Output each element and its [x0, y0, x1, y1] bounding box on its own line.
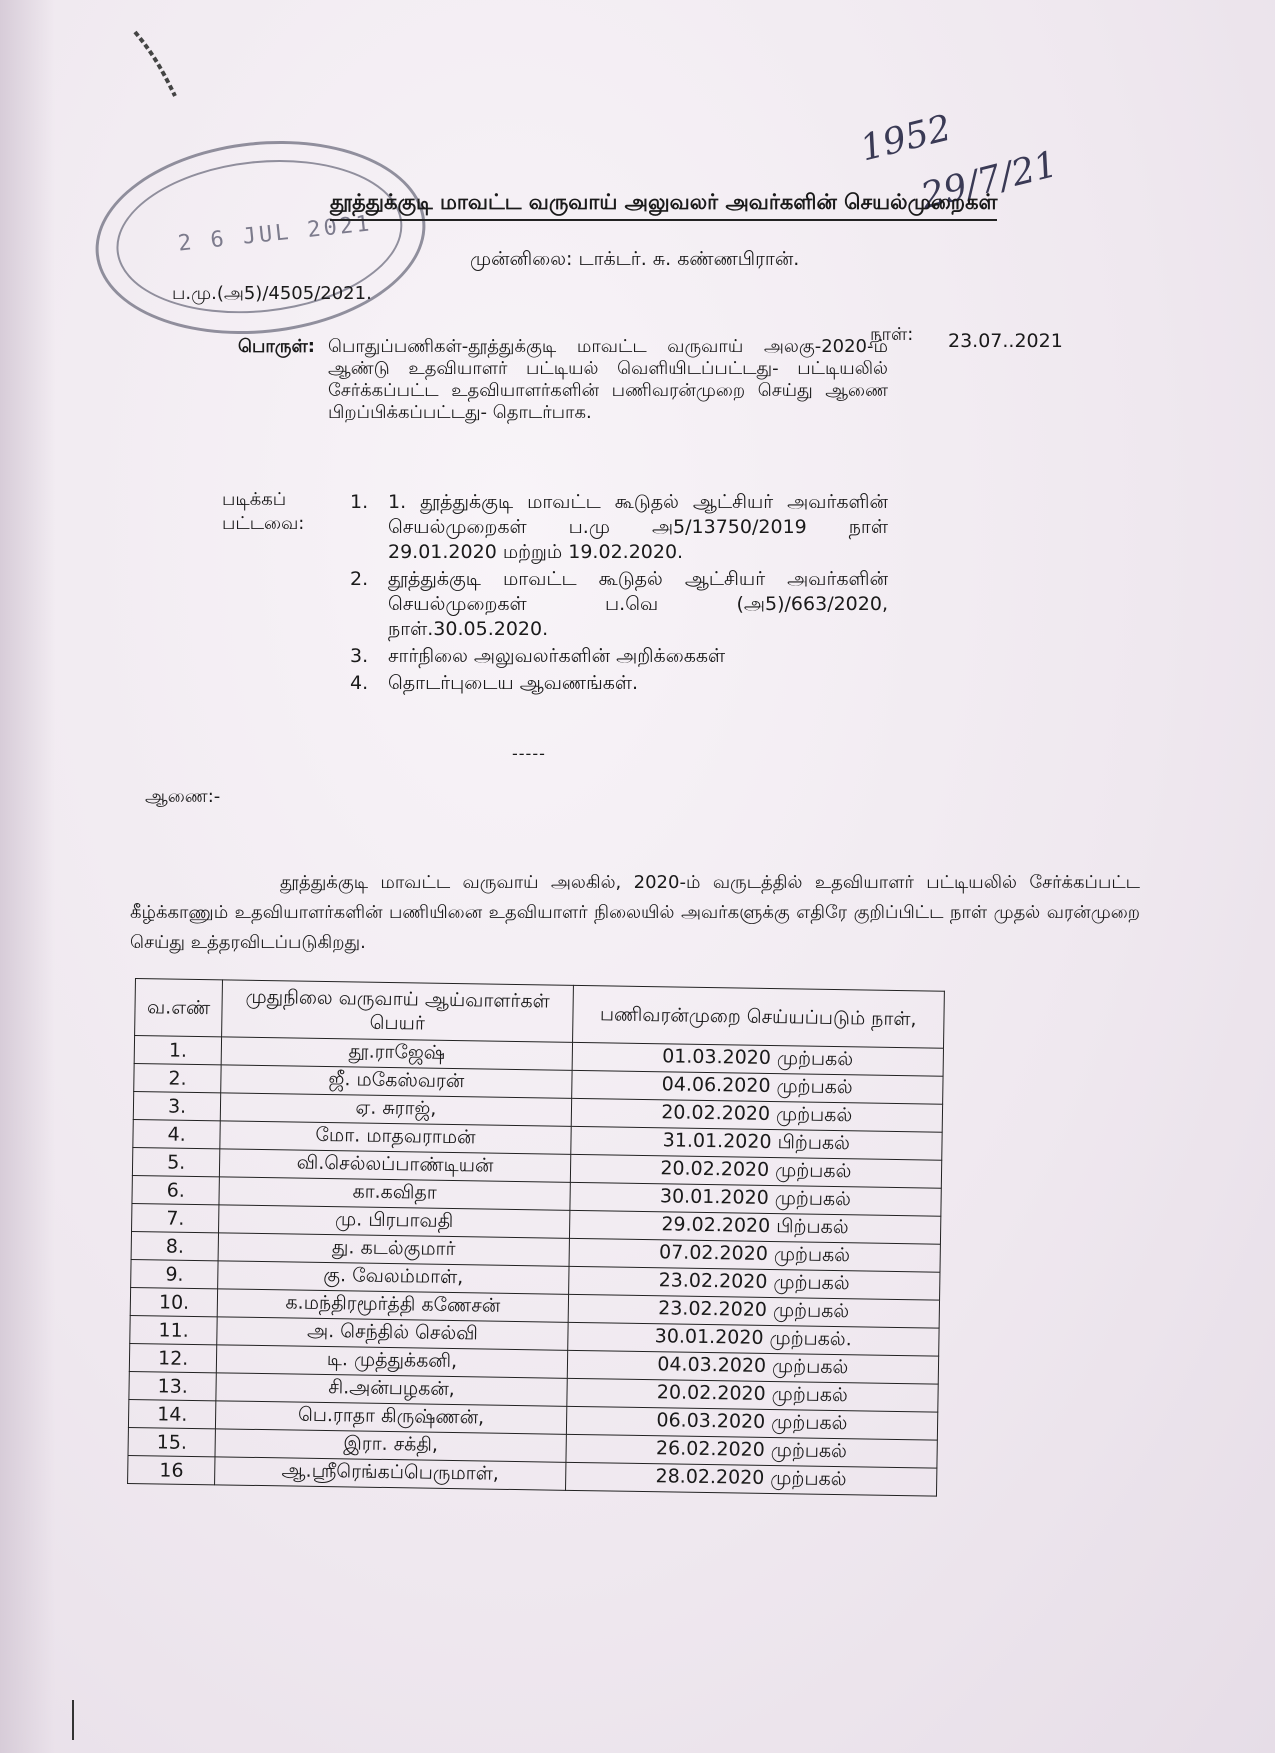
- document-title: தூத்துக்குடி மாவட்ட வருவாய் அலுவலர் அவர்களின் செயல்முறைகள்: [330, 190, 997, 221]
- cell-name: மோ. மாதவராமன்: [220, 1121, 571, 1154]
- cell-serial: 13.: [129, 1371, 217, 1400]
- list-item-text: 1. தூத்துக்குடி மாவட்ட கூடுதல் ஆட்சியர் அவர்களின் செயல்முறைகள் ப.மு அ5/13750/2019 நாள் 29.01.2020 மற்றும் 19.02.2020.: [388, 491, 888, 563]
- cell-date: 31.01.2020 பிற்பகல்: [570, 1126, 942, 1160]
- cell-date: 20.02.2020 முற்பகல்: [570, 1154, 942, 1188]
- assistants-table: [127, 978, 945, 1497]
- header-name: முதுநிலை வருவாய் ஆய்வாளர்கள் பெயர்: [222, 980, 573, 1042]
- list-item-text: தொடர்புடைய ஆவணங்கள்.: [388, 672, 639, 694]
- cell-name: இரா. சக்தி,: [215, 1429, 566, 1462]
- cell-date: 29.02.2020 பிற்பகல்: [569, 1210, 941, 1244]
- separator-dashes: -----: [512, 744, 546, 763]
- subject-label: பொருள்:: [238, 336, 315, 357]
- cell-name: டி. முத்துக்கனி,: [217, 1345, 568, 1378]
- list-item: [350, 644, 888, 669]
- cell-serial: 6.: [132, 1175, 220, 1204]
- cell-date: 06.03.2020 முற்பகல்: [566, 1406, 938, 1440]
- cell-date: 30.01.2020 முற்பகல்: [570, 1182, 942, 1216]
- presence-line: முன்னிலை: டாக்டர். சு. கண்ணபிரான்.: [470, 248, 800, 270]
- list-item-number: 2.: [350, 568, 369, 590]
- cell-serial: 3.: [133, 1091, 221, 1120]
- cell-name: ஆ.ஸ்ரீரெங்கப்பெருமாள்,: [215, 1457, 566, 1490]
- handwritten-number: 1952: [856, 107, 956, 170]
- cell-serial: 12.: [129, 1343, 217, 1372]
- stamp-date: 2 6 JUL 2021: [176, 211, 374, 257]
- order-paragraph: தூத்துக்குடி மாவட்ட வருவாய் அலகில், 2020-ம் வருடத்தில் உதவியாளர் பட்டியலில் சேர்க்கப்பட்ட கீழ்க்காணும் உதவியாளர்களின் பணியினை உதவியாளர் நிலையில் அவர்களுக்கு எதிரே குறிப்பிட்ட நாள் முதல் வரன்முறை செய்து உத்தரவிடப்படுகிறது.: [130, 872, 1140, 953]
- handwritten-date: 29/7/21: [917, 143, 1062, 218]
- header-date: பணிவரன்முறை செய்யப்படும் நாள்,: [572, 985, 944, 1048]
- references-label: படிக்கப் பட்டவை:: [222, 489, 305, 534]
- list-item: [350, 567, 888, 642]
- list-item-number: 3.: [350, 645, 369, 667]
- staple-thread-icon: [130, 30, 185, 100]
- header-serial: வ.எண்: [135, 979, 223, 1037]
- cell-serial: 8.: [131, 1231, 219, 1260]
- cell-name: சி.அன்பழகன்,: [216, 1373, 567, 1406]
- cell-name: ஏ. சுராஜ்,: [221, 1093, 572, 1126]
- cell-serial: 4.: [133, 1119, 221, 1148]
- cell-name: வி.செல்லப்பாண்டியன்: [220, 1149, 571, 1182]
- cell-name: க.மந்திரமூர்த்தி கணேசன்: [218, 1289, 569, 1322]
- margin-mark: [72, 1700, 74, 1740]
- cell-name: ஜீ. மகேஸ்வரன்: [221, 1065, 572, 1098]
- list-item-text: தூத்துக்குடி மாவட்ட கூடுதல் ஆட்சியர் அவர்களின் செயல்முறைகள் ப.வெ (அ5)/663/2020, நாள்.30.05.2020.: [388, 568, 888, 640]
- cell-serial: 11.: [130, 1315, 218, 1344]
- cell-date: 04.06.2020 முற்பகல்: [571, 1070, 943, 1104]
- list-item: [350, 490, 888, 565]
- scan-edge-shadow: [0, 0, 55, 1753]
- list-item-text: சார்நிலை அலுவலர்களின் அறிக்கைகள்: [388, 645, 726, 667]
- cell-name: மு. பிரபாவதி: [219, 1205, 570, 1238]
- date-value: 23.07..2021: [948, 330, 1063, 352]
- subject-text: பொதுப்பணிகள்-தூத்துக்குடி மாவட்ட வருவாய் அலகு-2020-ம் ஆண்டு உதவியாளர் பட்டியல் வெளியிடப்பட்டது- பட்டியலில் சேர்க்கப்பட்ட உதவியாளர்களின் பணிவரன்முறை செய்து ஆணை பிறப்பிக்கப்பட்டது- தொடர்பாக.: [328, 336, 888, 423]
- cell-serial: 1.: [134, 1036, 222, 1065]
- date-label: நாள்:: [870, 324, 914, 345]
- cell-date: 20.02.2020 முற்பகல்: [571, 1098, 943, 1132]
- cell-name: கு. வேலம்மாள்,: [218, 1261, 569, 1294]
- cell-name: அ. செந்தில் செல்வி: [217, 1317, 568, 1350]
- list-item: [350, 671, 888, 696]
- list-item-number: 4.: [350, 672, 369, 694]
- cell-serial: 5.: [132, 1147, 220, 1176]
- cell-name: பெ.ராதா கிருஷ்ணன்,: [216, 1401, 567, 1434]
- cell-date: 07.02.2020 முற்பகல்: [569, 1238, 941, 1272]
- cell-serial: 15.: [128, 1427, 216, 1456]
- cell-serial: 16: [128, 1455, 216, 1484]
- cell-date: 26.02.2020 முற்பகல்: [566, 1434, 938, 1468]
- office-seal-stamp: [86, 125, 435, 350]
- cell-date: 04.03.2020 முற்பகல்: [567, 1350, 939, 1384]
- cell-date: 23.02.2020 முற்பகல்: [568, 1266, 940, 1300]
- cell-name: தூ.ராஜேஷ்: [221, 1037, 572, 1070]
- cell-serial: 14.: [128, 1399, 216, 1428]
- references-list: [350, 490, 888, 698]
- cell-date: 30.01.2020 முற்பகல்.: [567, 1322, 939, 1356]
- cell-serial: 7.: [132, 1203, 220, 1232]
- cell-date: 28.02.2020 முற்பகல்: [565, 1462, 937, 1496]
- cell-serial: 2.: [134, 1063, 222, 1092]
- cell-date: 01.03.2020 முற்பகல்: [572, 1042, 944, 1076]
- cell-name: கா.கவிதா: [219, 1177, 570, 1210]
- cell-date: 20.02.2020 முற்பகல்: [566, 1378, 938, 1412]
- order-label: ஆணை:-: [145, 786, 221, 807]
- reference-number: ப.மு.(அ5)/4505/2021.: [172, 283, 372, 304]
- list-item-number: 1.: [350, 491, 369, 513]
- cell-name: து. கடல்குமார்: [218, 1233, 569, 1266]
- cell-serial: 10.: [130, 1287, 218, 1316]
- cell-date: 23.02.2020 முற்பகல்: [568, 1294, 940, 1328]
- cell-serial: 9.: [131, 1259, 219, 1288]
